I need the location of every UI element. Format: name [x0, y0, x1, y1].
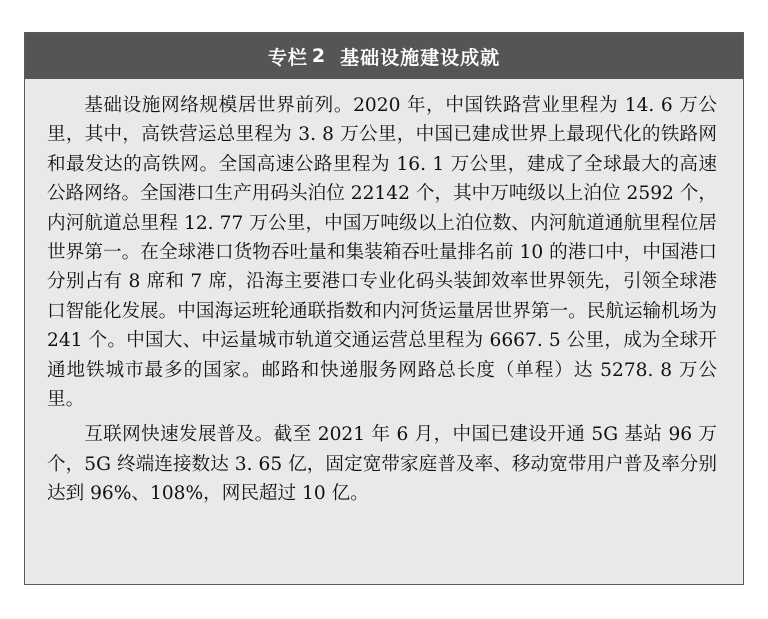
infobox — [24, 32, 744, 585]
infobox-title: 基础设施建设成就 — [340, 46, 501, 69]
paragraph-infrastructure: 基础设施网络规模居世界前列。2020 年，中国铁路营业里程为 14. 6 万公里，其中，高铁营运总里程为 3. 8 万公里，中国已建成世界上最现代化的铁路网和最发达的高铁网。全国高速公路里程为 16. 1 万公里，建成了全球最大的高速公路网络。全国港口生产用码头泊位 22142 个，其中万吨级以上泊位 2592 个，内河航道总里程 12. 77 万公里，中国万吨级以上泊位数、内河航道通航里程位居世界第一。在全球港口货物吞吐量和集装箱吞吐量排名前 10 的港口中，中国港口分别占有 8 席和 7 席，沿海主要港口专业化码头装卸效率世界领先，引领全球港口智能化发展。中国海运班轮通联指数和内河货运量居世界第一。民航运输机场为 241 个。中国大、中运量城市轨道交通运营总里程为 6667. 5 公里，成为全球开通地铁城市最多的国家。邮路和快递服务网路总长度（单程）达 5278. 8 万公里。 — [47, 95, 717, 411]
infobox-header — [25, 33, 743, 79]
column-label: 专栏 — [267, 46, 308, 69]
paragraph-internet: 互联网快速发展普及。截至 2021 年 6 月，中国已建设开通 5G 基站 96 万个，5G 终端连接数达 3. 65 亿，固定宽带家庭普及率、移动宽带用户普及率分别达到 96%、108%，网民超过 10 亿。 — [47, 424, 717, 505]
column-number: 2 — [311, 45, 327, 67]
infobox-body — [25, 79, 743, 509]
